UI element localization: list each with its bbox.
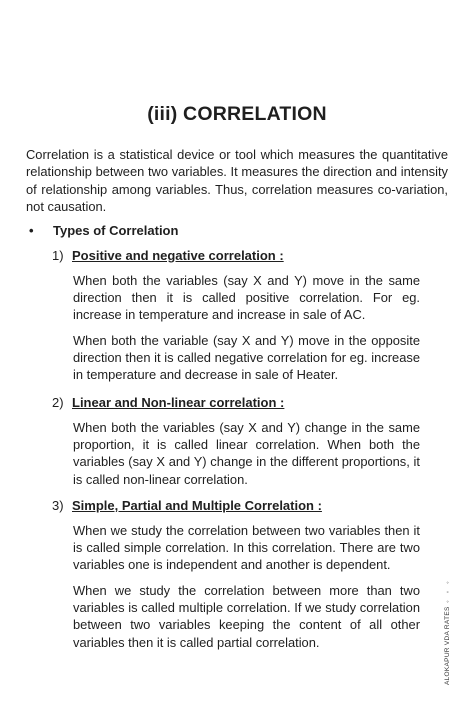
item-number: 3): [52, 498, 64, 513]
types-heading: [29, 223, 449, 238]
item-title: Positive and negative correlation :: [72, 248, 284, 263]
item-number: 1): [52, 248, 64, 263]
item-title: Simple, Partial and Multiple Correlation :: [72, 498, 322, 513]
bullet-icon: •: [29, 223, 34, 238]
item-1-heading: [52, 248, 452, 263]
item-3-paragraph-1: When we study the correlation between two variables then it is called simple correlation. In this correlation. There are two variables one is independent and another is dependent.: [73, 523, 420, 573]
item-3-paragraph-2: When we study the correlation between more than two variables is called multiple correlation. If we study correlation between two variables keeping the content of all other variables then it is called partial correlation.: [73, 583, 420, 650]
item-3-heading: [52, 498, 452, 513]
types-label: Types of Correlation: [53, 223, 179, 238]
item-2-heading: [52, 395, 452, 410]
item-1-paragraph-2: When both the variable (say X and Y) move in the opposite direction then it is called negative correlation for eg. increase in temperature and decrease in sale of Heater.: [73, 333, 420, 383]
item-number: 2): [52, 395, 64, 410]
page-title: (iii) CORRELATION: [147, 103, 327, 125]
margin-watermark: ALOKAPUR VDA RATES ◦ ◦ ◦: [444, 578, 451, 685]
item-title: Linear and Non-linear correlation :: [72, 395, 285, 410]
item-1-paragraph-1: When both the variables (say X and Y) move in the same direction then it is called positive correlation. For eg. increase in temperature and increase in sale of AC.: [73, 273, 420, 323]
intro-paragraph: Correlation is a statistical device or tool which measures the quantitative relationship between two variables. It measures the direction and intensity of relationship among variables. Thus, correlation measures co-variation, not causation.: [26, 147, 448, 215]
item-2-paragraph-1: When both the variables (say X and Y) change in the same proportion, it is called linear correlation. When both the variables (say X and Y) change in the different proportions, it is called non-linear correlation.: [73, 420, 420, 487]
